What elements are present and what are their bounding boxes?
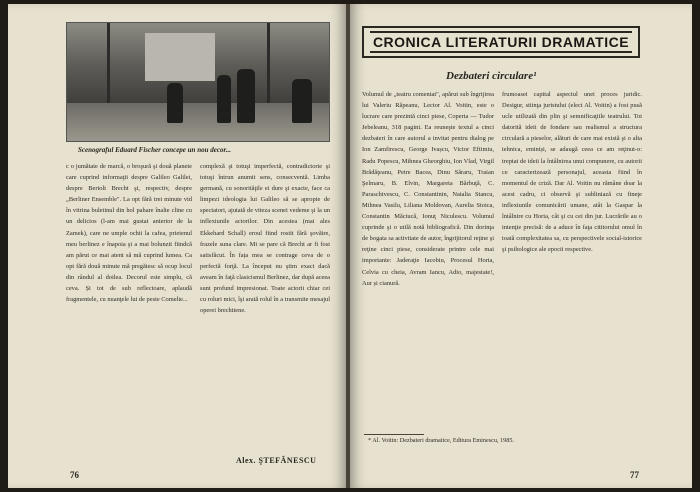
left-column-1 (66, 160, 192, 440)
stage-photo (66, 22, 330, 142)
section-subheader: Dezbateri circulare¹ (446, 70, 537, 82)
photo-floor (67, 103, 329, 141)
left-page (8, 4, 346, 488)
left-column-2-text: complexă şi totuşi imperfectă, contradictorie şi totuşi întrun anumit sens, consecventă. Limba germană, cu sonorităţile ei dure şi exacte, face ca limpezi ideologia lui Galileo să se apropie de spectatori, ajutată de viteza scenei vedeme şi la un inflexiunile actorilor. Din acestea (mai ales Ekkehard Schall) eroul fiind rostit fără şovăire, frazele suna clare. Mi se pare că Brecht ar fi fost satisfăcut. În fața mea se contrage ceva de o perfectă forţă. La început nu ştim exact dacă aveam în faţă clasicismul Berlinez, dar după aceea sunt profund impresionat. Toate actorii chiar cei cu roluri mici, îşi arată rolul în a transmite mesajul operei brechtiene. (200, 163, 330, 315)
left-column-1-text: c o jumătate de marcă, o broşură şi două planete care cuprind informaţii despre Galileo Galilei, despre Bertolt Brecht şi, respectiv, despre „Berliner Ensemble". La opt fără trei minute vid în vitrina buletinul din hol pahare înalte cline cu un delicios (l-am mai gustat anterior de la Zamek), care ne umple ochii la cafea, prietenul meu berlinez e înapoia şi a mai bolunzit fiindcă am părut ce mai atent să mă cuprind lumea. Ca opt fără două minute mă pregătesc să ocup locul din rândul al doilea. Decorul este simplu, că ceva. Și tot de sub reflectoare, aplaudă fragmentele, cu nuanţele lui de peste Comelie... (66, 163, 192, 304)
photo-figure (292, 79, 312, 123)
photo-figure (237, 69, 255, 123)
footnote-rule (364, 434, 424, 435)
right-column-2-text: frumoasei capital aspectul unei proces juridic. Desigur, stiinţa juristului (elect Al. Voitin) a fost pusă ucle utilizată din plin şi semnificaţiile teatrului. Tot datorită ideii de fondare sau realismul a structura circulară a pieselor, alături de care mai există şi o alta tehnica, eminiși, se adaugă ceea ce am reţinut-o: treptat de ideii la întâlnirea unui compunere, cu autorii ce caracterizează personajul, aceasta fiind în momentul de criză. Dar Al. Voitin nu rămâne doar la acest cadru, ci observă şi subliniază cu fineţe inflexiunile comunicării umane, atât la Gaspar la întâlnire cu Horia, cât şi cu cei din jur. Lucrările au o intenţie precisă: de a aduce în faţa cititorului omul în toată complexitatea sa, cu perspectivele social-istorice şi psihologice ale epocii respective. (502, 91, 642, 254)
right-column-1-text: Volumul de „teatru comentat", apărut sub îngrijirea lui Valeriu Răpeanu, Lector Al. Voitin, este o lucrare care prezintă cinci piese, Coperta — Tudor Jebeleanu, 318 pagini. Ea reuneşte textul a cinci dezbateri în care autorul a invitat pentru dialog pe Ion Zamfirescu, George Ivașcu, Victor Eftimiu, Radu Popescu, Mihnea Gheorghiu, Ion Vlad, Virgil Brădăţeanu, Petre Bacea, Dinu Săraru, Traian Şelmaru, B. Elvin, Margareta Bărbuţă, C. Paraschivescu, C. Constantinin, Natalia Stancu, Mihnea Vasilu, Liliana Moldovan, Aurelia Stoica, Constantin Măciucă, Ionuţ Niculescu. Volumul cuprinde şi o utilă notă bibliografică. Din dorinţa de bogata sa activitate de autor, îngrijitorul reţine şi reţine cinci piese, considerate printre cele mai importante: Jaderaţie Iacobiu, Procesul Horia, Celvia cu cheia, Avram Iancu, Adio, majestate!, Aur și cianură. (362, 91, 494, 287)
photo-figure (167, 83, 183, 123)
photo-caption: Scenograful Eduard Fischer concepe un nou decor... (78, 146, 232, 154)
photo-backdrop (145, 33, 215, 81)
right-page (350, 4, 692, 488)
section-header: CRONICA LITERATURII DRAMATICE (362, 26, 640, 58)
right-column-2 (502, 88, 642, 460)
right-page-number: 77 (630, 470, 639, 480)
right-column-1 (362, 88, 494, 430)
article-author: Alex. ŞTEFĂNESCU (236, 456, 317, 465)
photo-figure (217, 75, 231, 123)
left-column-2 (200, 160, 330, 452)
left-page-number: 76 (70, 470, 79, 480)
footnote: * Al. Voitin: Dezbateri dramatice, Editura Eminescu, 1985. (368, 437, 514, 444)
book-spread (8, 4, 692, 488)
